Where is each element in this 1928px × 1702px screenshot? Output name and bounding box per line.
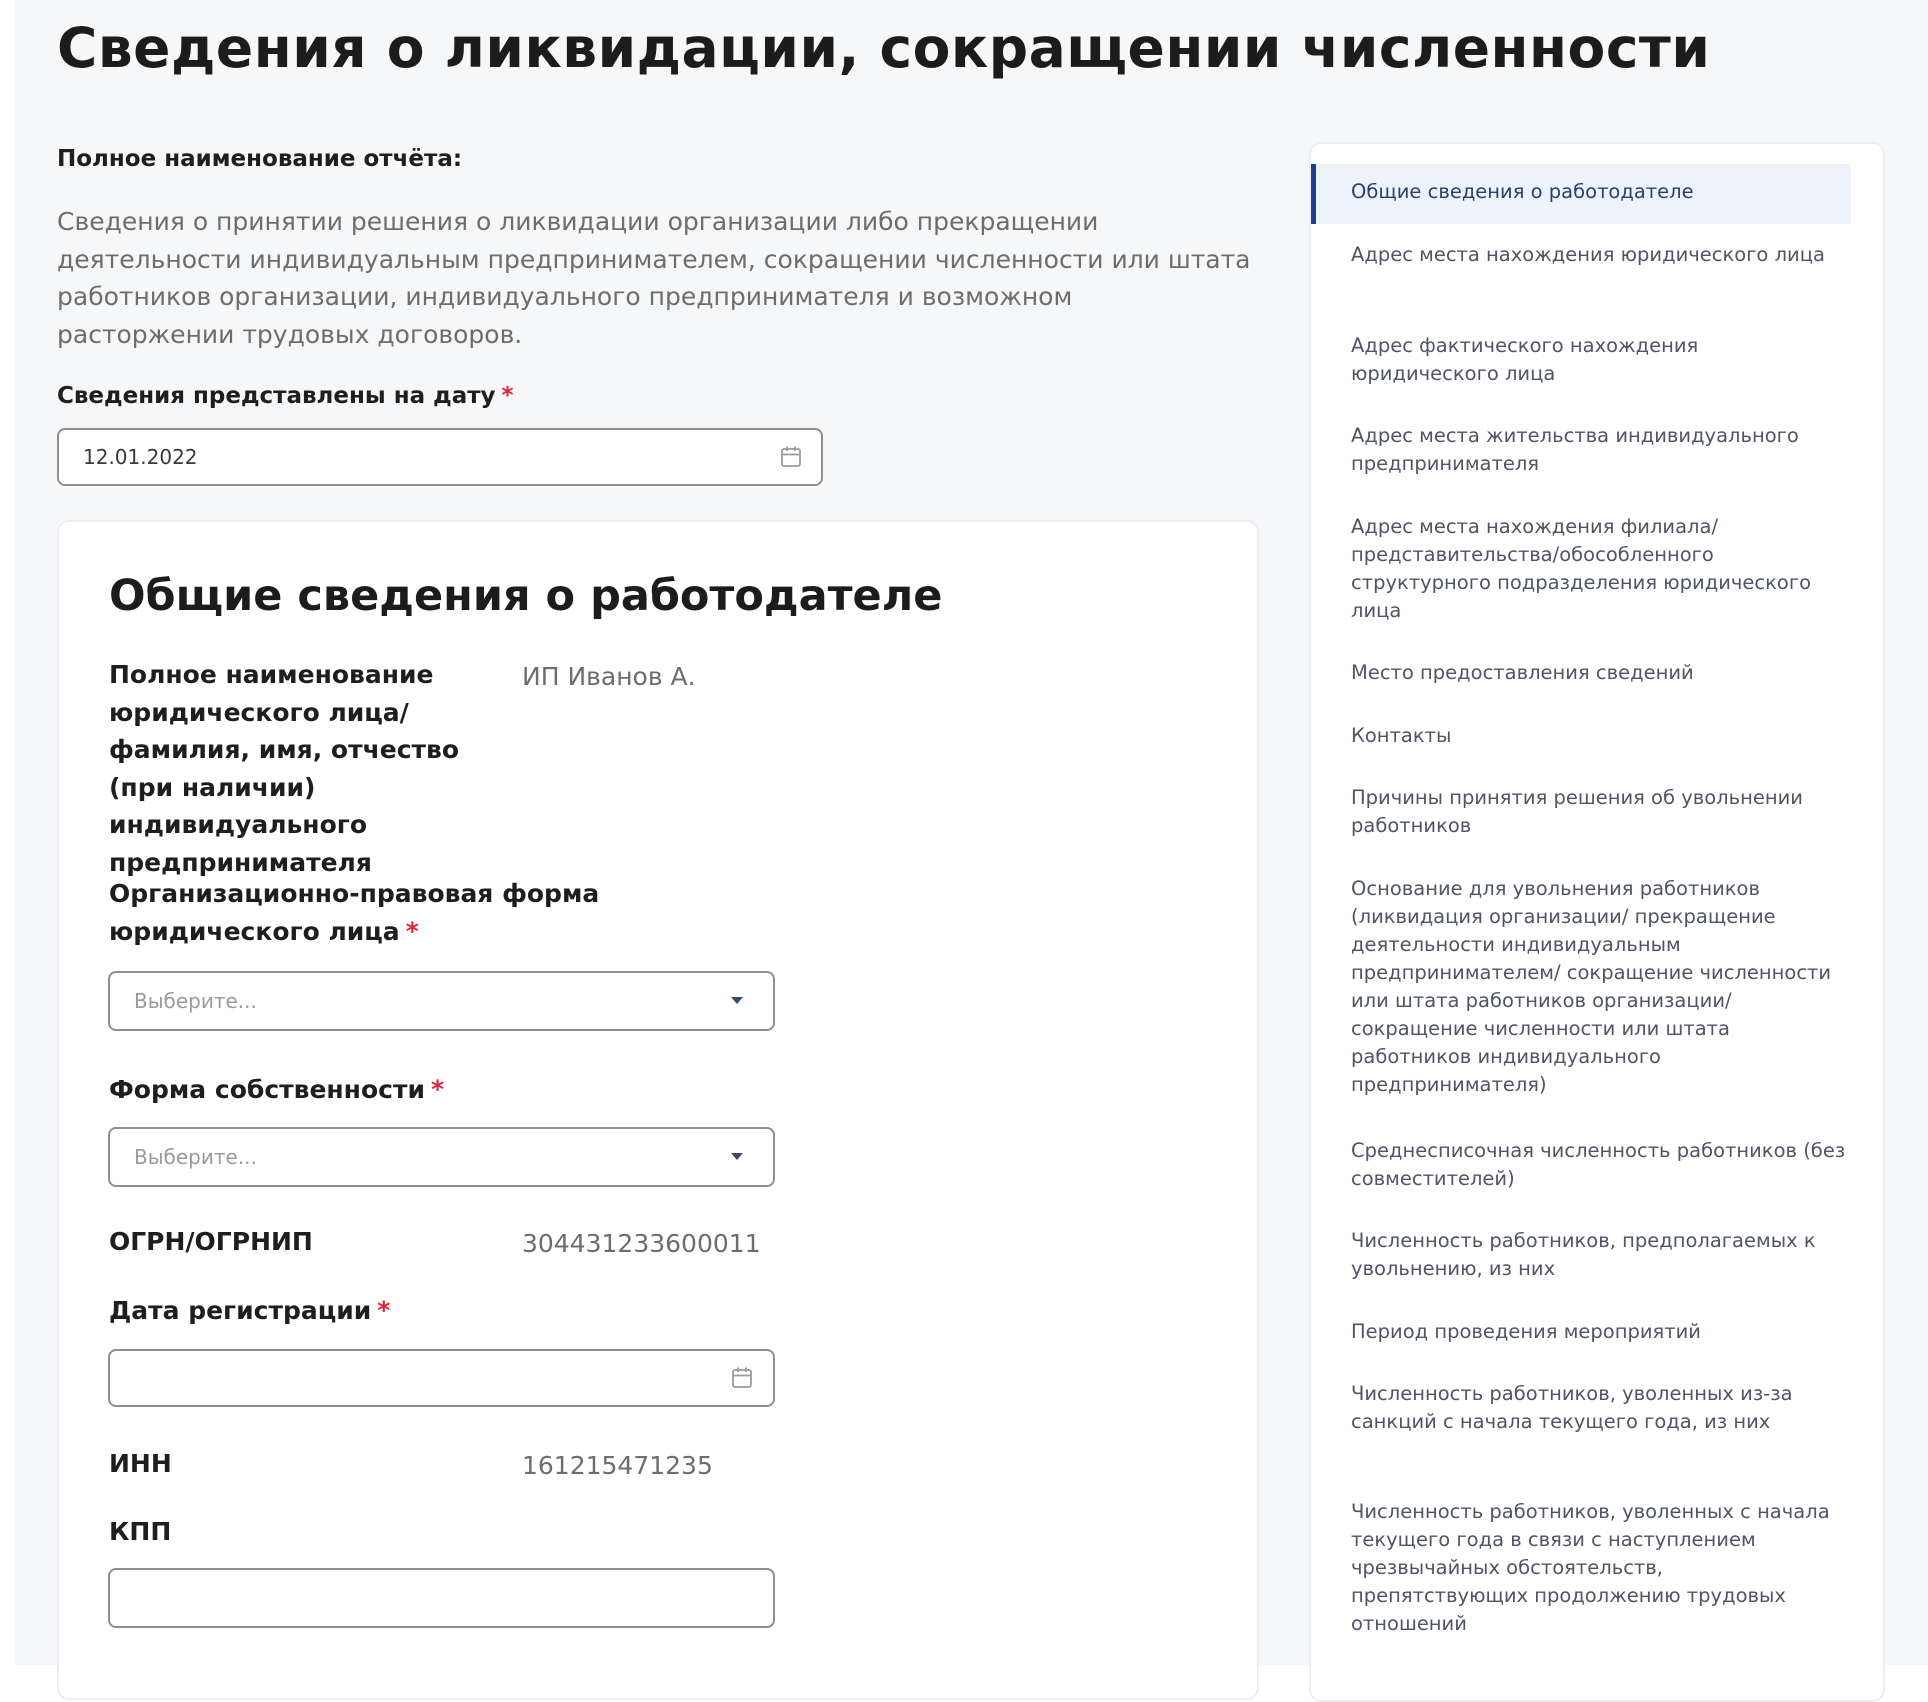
registration-date-field[interactable] [108, 1349, 775, 1407]
legal-form-label [109, 875, 629, 950]
nav-item-dismissal-grounds[interactable]: Основание для увольнения работников (ликвидация организации/ прекращение деятельности индивидуальным предпринимателем/ сокращение численности или штата работников организации/ сокращение численности или штата работников индивидуального предпринимателя) [1351, 877, 1832, 1096]
nav-item-sanctions-dismissals[interactable]: Численность работников, уволенных из-за санкций с начала текущего года, из них [1351, 1382, 1793, 1433]
kpp-label: КПП [109, 1517, 172, 1546]
legal-form-label-text: Организационно-правовая форма юридического лица [109, 879, 600, 946]
chevron-down-icon[interactable] [731, 1153, 743, 1160]
required-marker: * [377, 1296, 391, 1325]
nav-item-dismissal-reasons[interactable]: Причины принятия решения об увольнении работников [1351, 786, 1803, 837]
report-date-field[interactable] [57, 428, 823, 486]
employer-full-name-label: Полное наименование юридического лица/ фамилия, имя, отчество (при наличии) индивидуального предпринимателя [109, 660, 459, 877]
ogrn-value: 304431233600011 [522, 1229, 761, 1258]
chevron-down-icon[interactable] [731, 997, 743, 1004]
report-date-label-text: Сведения представлены на дату [57, 383, 496, 409]
required-marker: * [501, 383, 514, 409]
employer-section-card [57, 520, 1259, 1700]
inn-label: ИНН [109, 1449, 172, 1478]
report-name-text: Сведения о принятии решения о ликвидации организации либо прекращении деятельности индивидуальным предпринимателем, сокращении численности или штата работников организации, индивидуального предпринимателя и возможном расторжении трудовых договоров. [57, 207, 1251, 349]
nav-item-legal-address[interactable]: Адрес места нахождения юридического лица [1351, 243, 1825, 266]
inn-value: 161215471235 [522, 1451, 713, 1480]
employer-full-name-value: ИП Иванов А. [522, 662, 696, 691]
ownership-placeholder: Выберите... [134, 1145, 257, 1169]
nav-item-branch-address[interactable]: Адрес места нахождения филиала/ представительства/обособленного структурного подразделения юридического лица [1351, 515, 1812, 622]
page-title: Сведения о ликвидации, сокращении численности [57, 16, 1711, 80]
kpp-field[interactable] [108, 1568, 775, 1628]
nav-item-planned-dismissals[interactable]: Численность работников, предполагаемых к увольнению, из них [1351, 1229, 1816, 1280]
nav-item-average-headcount[interactable]: Среднесписочная численность работников (без совместителей) [1351, 1139, 1846, 1190]
report-date-label [57, 383, 514, 409]
nav-item-emergency-dismissals[interactable]: Численность работников, уволенных с начала текущего года в связи с наступлением чрезвычайных обстоятельств, препятствующих продолжению трудовых отношений [1351, 1500, 1830, 1635]
ownership-label-text: Форма собственности [109, 1075, 425, 1104]
section-navigation [1309, 142, 1885, 1702]
ogrn-label: ОГРН/ОГРНИП [109, 1227, 313, 1256]
required-marker: * [430, 1075, 445, 1104]
registration-date-label-text: Дата регистрации [109, 1296, 372, 1325]
calendar-icon[interactable] [780, 445, 802, 469]
legal-form-select[interactable] [108, 971, 775, 1031]
nav-item-entrepreneur-residence[interactable]: Адрес места жительства индивидуального предпринимателя [1351, 424, 1799, 475]
nav-item-employer-info[interactable]: Общие сведения о работодателе [1351, 180, 1694, 203]
nav-item-actual-address[interactable]: Адрес фактического нахождения юридического лица [1351, 334, 1699, 385]
ownership-label [109, 1071, 669, 1109]
nav-item-contacts[interactable]: Контакты [1351, 724, 1452, 747]
nav-item-activity-period[interactable]: Период проведения мероприятий [1351, 1320, 1701, 1343]
registration-date-label [109, 1292, 669, 1330]
calendar-icon[interactable] [731, 1366, 753, 1390]
legal-form-placeholder: Выберите... [134, 989, 257, 1013]
required-marker: * [405, 916, 419, 946]
ownership-select[interactable] [108, 1127, 775, 1187]
employer-section-title: Общие сведения о работодателе [109, 571, 943, 621]
nav-item-submission-place[interactable]: Место предоставления сведений [1351, 661, 1694, 684]
report-name-label: Полное наименование отчёта: [57, 146, 463, 172]
report-date-value: 12.01.2022 [83, 445, 198, 469]
